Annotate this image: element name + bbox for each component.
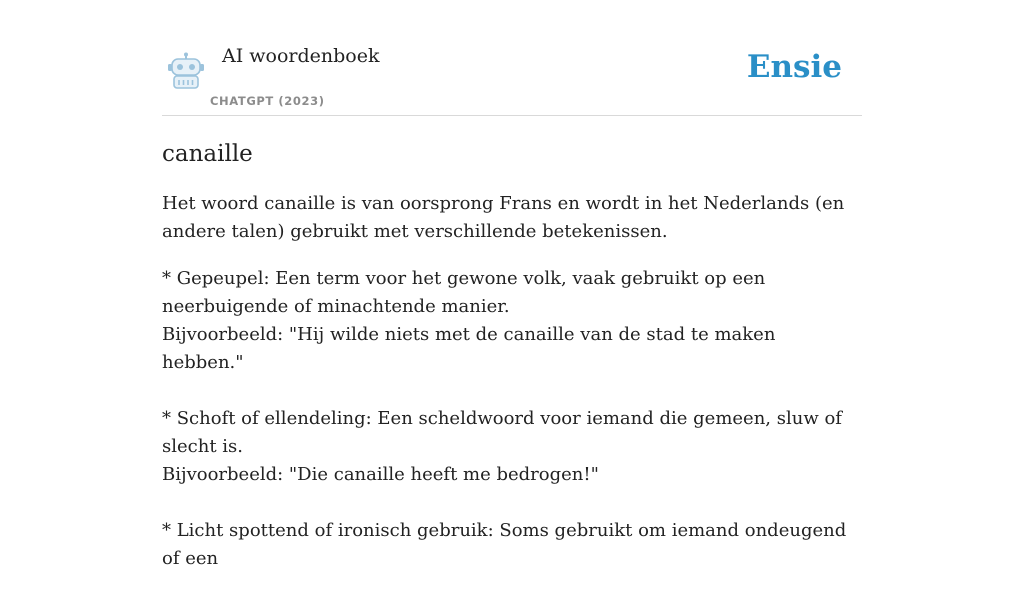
header: [162, 0, 862, 116]
entry-title: canaille: [162, 141, 253, 167]
meaning-example: Bijvoorbeeld: "Hij wilde niets met de canaille van de stad te maken hebben.": [162, 324, 776, 373]
line-break: [162, 489, 862, 517]
robot-icon: [166, 52, 206, 90]
line-break: [162, 377, 862, 405]
meaning-definition: * Licht spottend of ironisch gebruik: Soms gebruikt om iemand ondeugend of een: [162, 520, 847, 569]
page: [162, 0, 862, 592]
intro-paragraph: Het woord canaille is van oorsprong Frans en wordt in het Nederlands (en andere talen) gebruikt met verschillende betekenissen.: [162, 193, 845, 242]
dictionary-title-link[interactable]: AI woordenboek: [222, 45, 380, 67]
meaning-example: Bijvoorbeeld: "Die canaille heeft me bedrogen!": [162, 464, 599, 485]
entry-body: [162, 190, 862, 573]
meaning-definition: * Gepeupel: Een term voor het gewone volk, vaak gebruikt op een neerbuigende of minachtende manier.: [162, 268, 766, 317]
meanings-paragraph: [162, 265, 862, 573]
meaning-definition: * Schoft of ellendeling: Een scheldwoord voor iemand die gemeen, sluw of slecht is.: [162, 408, 842, 457]
source-label: CHATGPT (2023): [210, 94, 325, 108]
brand-logo-link[interactable]: Ensie: [746, 49, 842, 85]
